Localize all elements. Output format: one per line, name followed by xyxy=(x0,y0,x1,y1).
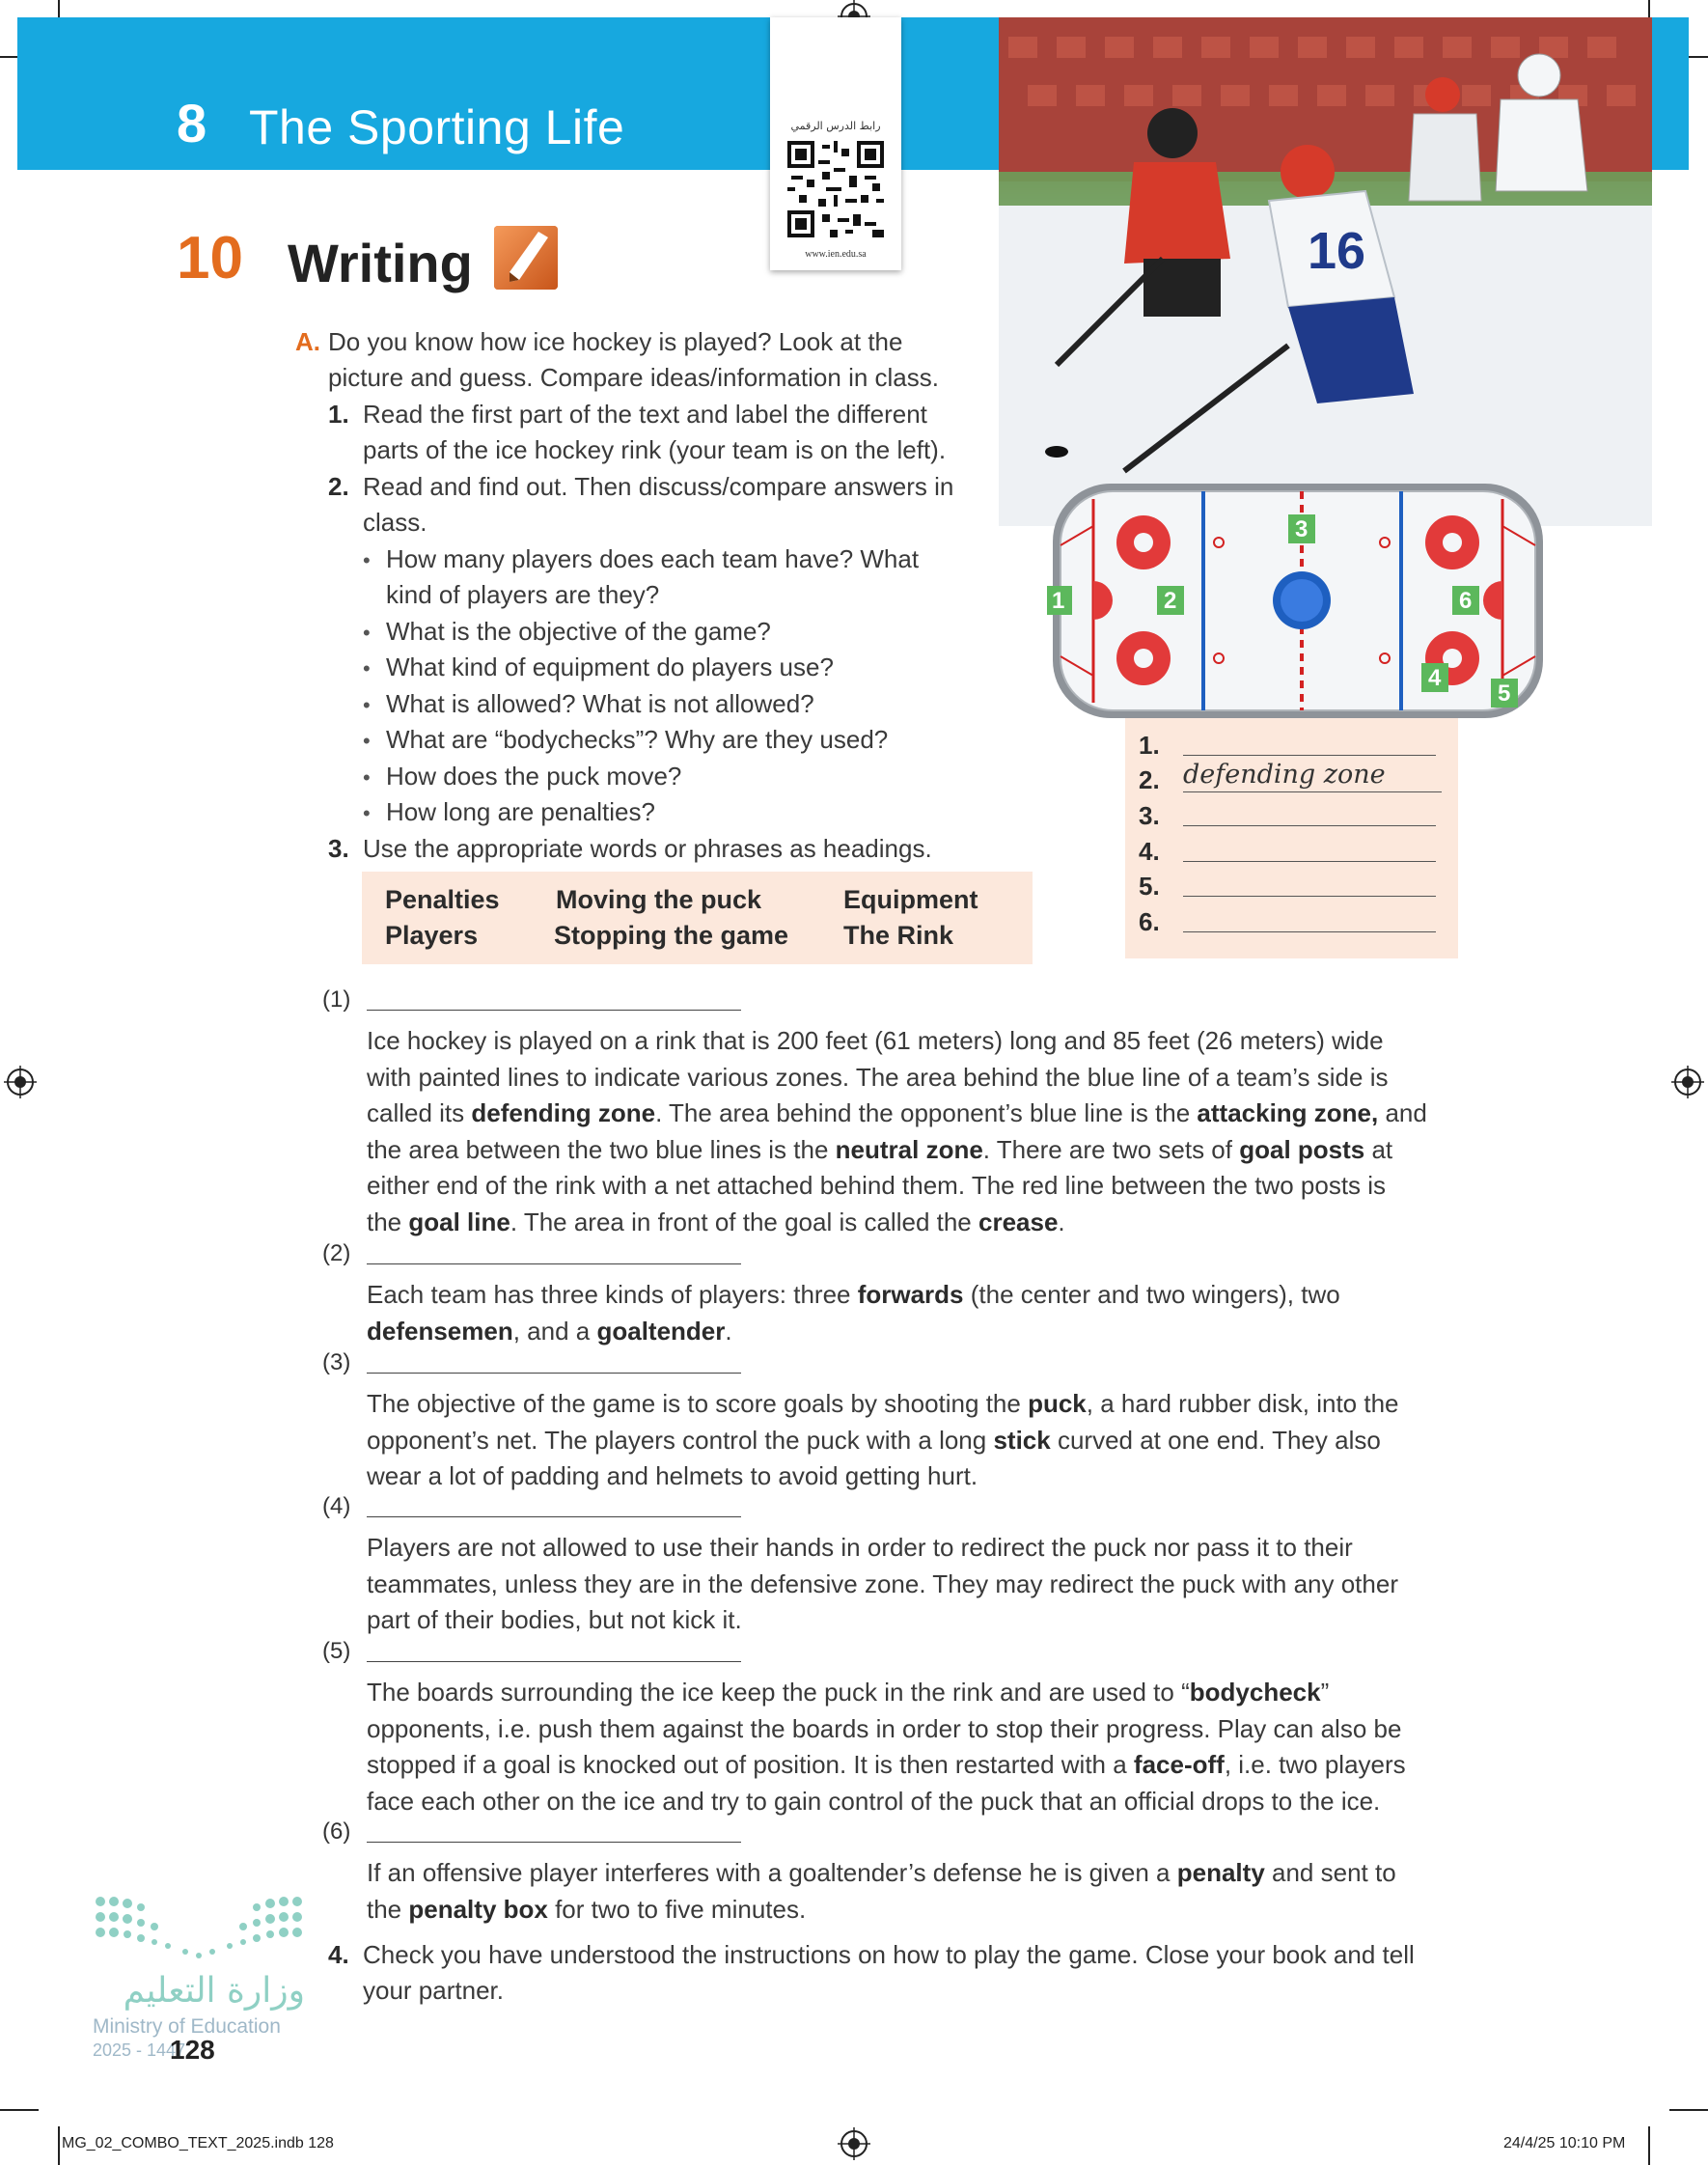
passage-text: the xyxy=(367,1894,409,1924)
passage-text: with painted lines to indicate various zones. The area behind the blue line of a team’s side is xyxy=(367,1062,1389,1092)
hockey-players-illustration xyxy=(999,17,1652,526)
hockey-photo xyxy=(999,17,1652,526)
passage-text: at xyxy=(1364,1134,1393,1164)
passage-text: and xyxy=(1378,1098,1427,1127)
passage-text: wear a lot of padding and helmets to avoid getting hurt. xyxy=(367,1461,978,1490)
ministry-dots-icon xyxy=(93,1892,305,1969)
passage-line xyxy=(367,1675,1329,1710)
passage-text: curved at one end. They also xyxy=(1050,1425,1381,1455)
passage-text: ” xyxy=(1320,1678,1330,1707)
page-number: 128 xyxy=(170,2035,215,2065)
passage-text: the xyxy=(367,1207,409,1236)
passage-text: called its xyxy=(367,1098,472,1127)
print-slug-date: 24/4/25 10:10 PM xyxy=(1503,2135,1626,2151)
step-4-line: Check you have understood the instructions on how to play the game. Close your book and tell xyxy=(363,1940,1415,1969)
bullet-question: How long are penalties? xyxy=(386,797,655,826)
section-title: Writing xyxy=(288,233,473,293)
passage-text: the area between the two blue lines is the xyxy=(367,1134,836,1164)
passage-line xyxy=(367,1205,1065,1240)
passage-line xyxy=(367,1423,1381,1458)
unit-number: 8 xyxy=(177,93,207,153)
key-term: goal posts xyxy=(1239,1134,1365,1164)
passage-text: The boards surrounding the ice keep the puck in the rink and are used to “ xyxy=(367,1678,1190,1707)
key-term: goal line xyxy=(408,1207,510,1236)
bullet-question: What is the objective of the game? xyxy=(386,617,771,646)
bullet-question: How does the puck move? xyxy=(386,762,682,791)
passage-line xyxy=(367,1784,1380,1819)
heading-option: Stopping the game xyxy=(554,921,788,950)
crop-mark xyxy=(1669,2109,1708,2111)
bullet-icon: • xyxy=(363,765,371,790)
answer-line[interactable] xyxy=(1183,755,1436,756)
heading-blank[interactable] xyxy=(367,1516,741,1517)
key-term: face-off xyxy=(1133,1750,1225,1779)
registration-mark-icon xyxy=(4,1066,37,1098)
step-2-line: Read and find out. Then discuss/compare answers in xyxy=(363,472,954,501)
heading-option: The Rink xyxy=(843,921,954,950)
answer-2-filled: defending zone xyxy=(1183,760,1386,790)
key-term: goaltender xyxy=(596,1316,726,1346)
section-number: 10 xyxy=(177,225,243,291)
registration-mark-icon xyxy=(1671,1066,1704,1098)
rink-label: 2 xyxy=(1164,588,1177,614)
step-1-line: parts of the ice hockey rink (your team is on the left). xyxy=(363,435,947,464)
key-term: penalty box xyxy=(408,1894,548,1924)
answer-line[interactable] xyxy=(1183,896,1436,897)
passage-text: . The area in front of the goal is called the xyxy=(510,1207,978,1236)
passage-text: If an offensive player interferes with a goaltender’s defense he is given a xyxy=(367,1858,1177,1887)
step-4-line: your partner. xyxy=(363,1976,504,2005)
rink-diagram xyxy=(1047,478,1549,724)
passage-line xyxy=(367,1168,1386,1204)
passage-text: . xyxy=(1058,1207,1065,1236)
key-term: neutral zone xyxy=(835,1134,983,1164)
heading-option: Penalties xyxy=(385,885,500,914)
rink-label: 4 xyxy=(1428,665,1442,691)
svg-text:16: 16 xyxy=(1308,222,1366,280)
print-slug-file: MG_02_COMBO_TEXT_2025.indb 128 xyxy=(62,2135,334,2151)
passage-line xyxy=(367,1060,1388,1096)
passage-line xyxy=(367,1711,1401,1747)
step-number: 3. xyxy=(328,834,349,863)
passage-text: Players are not allowed to use their hands in order to redirect the puck nor pass it to their xyxy=(367,1533,1353,1562)
passage-marker: (2) xyxy=(322,1240,351,1266)
bullet-icon: • xyxy=(363,801,371,825)
ministry-name-arabic: وزارة التعليم xyxy=(123,1971,305,2011)
passage-line xyxy=(367,1602,742,1638)
heading-blank[interactable] xyxy=(367,1010,741,1011)
passage-text: and sent to xyxy=(1264,1858,1396,1887)
passage-text: for two to five minutes. xyxy=(547,1894,807,1924)
bullet-question: kind of players are they? xyxy=(386,580,660,609)
crop-mark xyxy=(58,2126,60,2165)
passage-text: The objective of the game is to score goals by shooting the xyxy=(367,1389,1029,1418)
passage-text: opponents, i.e. push them against the boards in order to stop their progress. Play can also be xyxy=(367,1713,1402,1743)
passage-marker: (4) xyxy=(322,1493,351,1519)
rink-label: 1 xyxy=(1052,588,1065,614)
passage-line xyxy=(367,1277,1340,1313)
passage-line xyxy=(367,1458,978,1494)
headings-box xyxy=(362,872,1033,964)
answer-line[interactable] xyxy=(1183,861,1436,862)
bullet-icon: • xyxy=(363,729,371,753)
key-term: attacking zone, xyxy=(1197,1098,1379,1127)
bullet-question: What is allowed? What is not allowed? xyxy=(386,689,814,718)
qr-card[interactable] xyxy=(770,17,901,270)
passage-line xyxy=(367,1855,1396,1891)
bullet-question: What are “bodychecks”? Why are they used? xyxy=(386,725,889,754)
answer-number: 1. xyxy=(1139,731,1160,760)
heading-option: Moving the puck xyxy=(556,885,762,914)
step-number: 1. xyxy=(328,400,349,429)
bullet-question: How many players does each team have? What xyxy=(386,544,920,573)
passage-marker: (6) xyxy=(322,1818,351,1845)
key-term: stick xyxy=(993,1425,1051,1455)
crop-mark xyxy=(0,2109,39,2111)
passage-text: face each other on the ice and try to gain control of the puck that an official drops to the ice. xyxy=(367,1786,1381,1816)
passage-marker: (5) xyxy=(322,1638,351,1664)
edition-year: 2025 - 1447 xyxy=(93,2040,186,2060)
passage-text: Ice hockey is played on a rink that is 200 feet (61 meters) long and 85 feet (26 meters) wide xyxy=(367,1026,1384,1055)
heading-blank[interactable] xyxy=(367,1373,741,1374)
task-a-line: Do you know how ice hockey is played? Look at the xyxy=(328,327,903,356)
answer-number: 4. xyxy=(1139,837,1160,866)
answer-box xyxy=(1125,709,1458,958)
passage-line xyxy=(367,1096,1427,1131)
step-1-line: Read the first part of the text and label the different xyxy=(363,400,927,429)
passage-text: Each team has three kinds of players: three xyxy=(367,1280,858,1309)
passage-line xyxy=(367,1747,1406,1783)
step-number: 4. xyxy=(328,1940,349,1969)
answer-number: 5. xyxy=(1139,872,1160,901)
bullet-icon: • xyxy=(363,548,371,572)
crop-mark xyxy=(1648,2126,1650,2165)
heading-blank[interactable] xyxy=(367,1842,741,1843)
passage-line xyxy=(367,1567,1398,1602)
unit-title: The Sporting Life xyxy=(249,100,625,154)
passage-text: , a hard rubber disk, into the xyxy=(1086,1389,1399,1418)
heading-blank[interactable] xyxy=(367,1661,741,1662)
key-term: defending zone xyxy=(471,1098,656,1127)
passage-line xyxy=(367,1530,1353,1566)
heading-option: Players xyxy=(385,921,479,950)
passage-line xyxy=(367,1132,1392,1168)
passage-text: teammates, unless they are in the defensive zone. They may redirect the puck with any other xyxy=(367,1568,1398,1598)
key-term: crease xyxy=(978,1207,1059,1236)
rink-label: 6 xyxy=(1459,588,1473,614)
passage-text: either end of the rink with a net attached behind them. The red line between the two posts is xyxy=(367,1171,1387,1200)
passage-text: . xyxy=(725,1316,732,1346)
task-a-line: picture and guess. Compare ideas/information in class. xyxy=(328,363,939,392)
answer-number: 2. xyxy=(1139,765,1160,794)
passage-text: part of their bodies, but not kick it. xyxy=(367,1605,742,1634)
rink-label: 5 xyxy=(1498,680,1511,707)
passage-line xyxy=(367,1023,1384,1059)
qr-code-icon[interactable] xyxy=(787,141,884,237)
qr-caption-arabic: رابط الدرس الرقمي xyxy=(790,120,881,132)
passage-text: stopped if a goal is knocked out of position. It is then restarted with a xyxy=(367,1750,1134,1779)
passage-marker: (3) xyxy=(322,1349,351,1375)
qr-caption-url: www.ien.edu.sa xyxy=(805,249,867,260)
registration-mark-icon xyxy=(838,2127,870,2160)
key-term: penalty xyxy=(1176,1858,1265,1887)
answer-number: 3. xyxy=(1139,801,1160,830)
passage-text: . The area behind the opponent’s blue line is the xyxy=(655,1098,1198,1127)
answer-line[interactable] xyxy=(1183,931,1436,932)
bullet-question: What kind of equipment do players use? xyxy=(386,652,834,681)
key-term: defensemen xyxy=(367,1316,513,1346)
passage-text: (the center and two wingers), two xyxy=(963,1280,1340,1309)
ministry-name-english: Ministry of Education xyxy=(93,2015,281,2038)
answer-number: 6. xyxy=(1139,907,1160,936)
passage-marker: (1) xyxy=(322,986,351,1013)
answer-line[interactable] xyxy=(1183,791,1442,792)
passage-line xyxy=(367,1314,732,1349)
passage-text: opponent’s net. The players control the puck with a long xyxy=(367,1425,994,1455)
task-a-label: A. xyxy=(295,327,320,356)
answer-line[interactable] xyxy=(1183,825,1436,826)
passage-text: , i.e. two players xyxy=(1224,1750,1406,1779)
key-term: bodycheck xyxy=(1189,1678,1321,1707)
passage-line xyxy=(367,1386,1399,1422)
step-2-line: class. xyxy=(363,508,427,537)
pencil-icon xyxy=(492,224,560,291)
passage-line xyxy=(367,1892,806,1928)
step-3-text: Use the appropriate words or phrases as headings. xyxy=(363,834,932,863)
bullet-icon: • xyxy=(363,621,371,645)
bullet-icon: • xyxy=(363,693,371,717)
key-term: forwards xyxy=(857,1280,964,1309)
bullet-icon: • xyxy=(363,656,371,680)
heading-option: Equipment xyxy=(843,885,978,914)
heading-blank[interactable] xyxy=(367,1263,741,1264)
passage-text: . There are two sets of xyxy=(982,1134,1240,1164)
passage-text: , and a xyxy=(512,1316,597,1346)
rink-label: 3 xyxy=(1295,516,1309,542)
step-number: 2. xyxy=(328,472,349,501)
key-term: puck xyxy=(1028,1389,1087,1418)
